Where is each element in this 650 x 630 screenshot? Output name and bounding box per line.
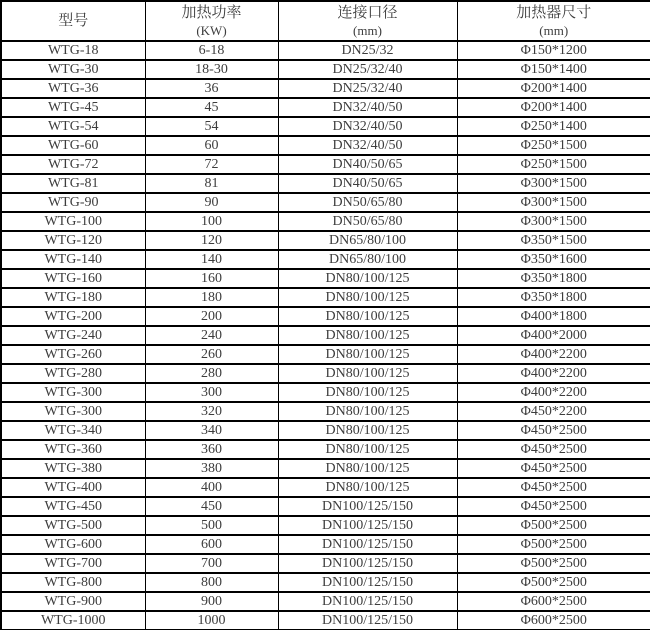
column-header-unit: (mm)	[539, 23, 569, 38]
header-row	[1, 1, 650, 41]
table-cell: WTG-280	[1, 364, 145, 383]
table-cell: 600	[145, 535, 278, 554]
table-cell: DN32/40/50	[278, 136, 457, 155]
table-cell: Φ300*1500	[457, 193, 650, 212]
table-cell: Φ450*2500	[457, 440, 650, 459]
table-cell: WTG-36	[1, 79, 145, 98]
table-row	[1, 497, 650, 516]
table-row	[1, 478, 650, 497]
table-row	[1, 326, 650, 345]
table-cell: 320	[145, 402, 278, 421]
table-row	[1, 421, 650, 440]
table-cell: WTG-450	[1, 497, 145, 516]
table-cell: Φ400*1800	[457, 307, 650, 326]
table-row	[1, 98, 650, 117]
table-cell: DN80/100/125	[278, 269, 457, 288]
table-cell: 400	[145, 478, 278, 497]
table-cell: WTG-45	[1, 98, 145, 117]
table-cell: 160	[145, 269, 278, 288]
table-cell: Φ500*2500	[457, 554, 650, 573]
table-row	[1, 117, 650, 136]
table-cell: Φ250*1500	[457, 155, 650, 174]
table-cell: DN80/100/125	[278, 364, 457, 383]
table-cell: DN100/125/150	[278, 516, 457, 535]
table-row	[1, 402, 650, 421]
table-cell: WTG-700	[1, 554, 145, 573]
table-cell: WTG-72	[1, 155, 145, 174]
table-cell: Φ500*2500	[457, 516, 650, 535]
table-cell: Φ250*1400	[457, 117, 650, 136]
column-header	[1, 1, 145, 41]
table-cell: Φ300*1500	[457, 174, 650, 193]
table-cell: WTG-100	[1, 212, 145, 231]
table-cell: Φ500*2500	[457, 535, 650, 554]
table-cell: DN40/50/65	[278, 155, 457, 174]
table-cell: Φ350*1800	[457, 288, 650, 307]
table-cell: Φ450*2500	[457, 459, 650, 478]
column-header-title: 加热器尺寸	[516, 5, 592, 21]
table-cell: WTG-160	[1, 269, 145, 288]
table-cell: Φ250*1500	[457, 136, 650, 155]
table-cell: DN80/100/125	[278, 383, 457, 402]
table-cell: 6-18	[145, 41, 278, 60]
table-cell: 72	[145, 155, 278, 174]
table-cell: WTG-180	[1, 288, 145, 307]
table-cell: DN25/32	[278, 41, 457, 60]
table-cell: DN65/80/100	[278, 250, 457, 269]
table-cell: 180	[145, 288, 278, 307]
table-cell: WTG-400	[1, 478, 145, 497]
table-row	[1, 440, 650, 459]
table-cell: WTG-81	[1, 174, 145, 193]
table-row	[1, 307, 650, 326]
table-cell: DN80/100/125	[278, 478, 457, 497]
table-cell: DN80/100/125	[278, 326, 457, 345]
table-cell: 200	[145, 307, 278, 326]
table-cell: Φ400*2200	[457, 345, 650, 364]
table-cell: Φ350*1600	[457, 250, 650, 269]
table-cell: DN32/40/50	[278, 117, 457, 136]
table-cell: WTG-500	[1, 516, 145, 535]
table-cell: DN80/100/125	[278, 402, 457, 421]
table-cell: Φ200*1400	[457, 79, 650, 98]
table-cell: DN100/125/150	[278, 611, 457, 630]
table-row	[1, 269, 650, 288]
table-row	[1, 345, 650, 364]
table-cell: WTG-800	[1, 573, 145, 592]
table-cell: Φ450*2500	[457, 421, 650, 440]
table-cell: Φ200*1400	[457, 98, 650, 117]
table-cell: WTG-140	[1, 250, 145, 269]
table-cell: WTG-1000	[1, 611, 145, 630]
table-row	[1, 364, 650, 383]
table-row	[1, 155, 650, 174]
table-cell: WTG-240	[1, 326, 145, 345]
table-cell: DN100/125/150	[278, 592, 457, 611]
table-cell: 90	[145, 193, 278, 212]
table-cell: 36	[145, 79, 278, 98]
table-row	[1, 250, 650, 269]
table-cell: DN40/50/65	[278, 174, 457, 193]
table-cell: 240	[145, 326, 278, 345]
table-cell: 1000	[145, 611, 278, 630]
column-header-title: 型号	[58, 12, 89, 29]
column-header	[145, 1, 278, 41]
table-cell: Φ600*2500	[457, 592, 650, 611]
table-cell: WTG-360	[1, 440, 145, 459]
table-row	[1, 459, 650, 478]
table-row	[1, 573, 650, 592]
table-cell: WTG-200	[1, 307, 145, 326]
table-cell: DN80/100/125	[278, 459, 457, 478]
table-cell: 18-30	[145, 60, 278, 79]
table-cell: Φ350*1500	[457, 231, 650, 250]
table-cell: DN80/100/125	[278, 345, 457, 364]
table-cell: WTG-54	[1, 117, 145, 136]
table-cell: 280	[145, 364, 278, 383]
table-cell: DN50/65/80	[278, 193, 457, 212]
table-row	[1, 174, 650, 193]
table-row	[1, 535, 650, 554]
table-cell: WTG-30	[1, 60, 145, 79]
table-cell: WTG-340	[1, 421, 145, 440]
table-cell: DN100/125/150	[278, 535, 457, 554]
table-cell: DN100/125/150	[278, 573, 457, 592]
table-cell: DN100/125/150	[278, 554, 457, 573]
table-row	[1, 41, 650, 60]
table-cell: WTG-60	[1, 136, 145, 155]
table-row	[1, 136, 650, 155]
table-cell: Φ450*2500	[457, 497, 650, 516]
table-cell: WTG-120	[1, 231, 145, 250]
table-cell: WTG-260	[1, 345, 145, 364]
table-cell: WTG-300	[1, 383, 145, 402]
table-cell: 360	[145, 440, 278, 459]
table-cell: DN65/80/100	[278, 231, 457, 250]
table-cell: WTG-18	[1, 41, 145, 60]
table-row	[1, 212, 650, 231]
table-cell: DN50/65/80	[278, 212, 457, 231]
column-header	[457, 1, 650, 41]
table-cell: Φ450*2500	[457, 478, 650, 497]
table-row	[1, 592, 650, 611]
table-cell: DN25/32/40	[278, 60, 457, 79]
table-cell: WTG-380	[1, 459, 145, 478]
table-cell: Φ400*2200	[457, 383, 650, 402]
table-cell: 45	[145, 98, 278, 117]
table-cell: 700	[145, 554, 278, 573]
table-body	[1, 41, 650, 630]
column-header-title: 加热功率	[181, 5, 242, 21]
column-header-unit: (mm)	[353, 23, 382, 38]
table-cell: DN80/100/125	[278, 421, 457, 440]
table-cell: DN100/125/150	[278, 497, 457, 516]
table-cell: Φ400*2200	[457, 364, 650, 383]
table-cell: WTG-300	[1, 402, 145, 421]
table-cell: 140	[145, 250, 278, 269]
table-cell: DN80/100/125	[278, 307, 457, 326]
table-row	[1, 79, 650, 98]
table-row	[1, 231, 650, 250]
table-cell: DN80/100/125	[278, 440, 457, 459]
table-cell: 900	[145, 592, 278, 611]
table-cell: Φ450*2200	[457, 402, 650, 421]
table-cell: WTG-90	[1, 193, 145, 212]
table-cell: WTG-900	[1, 592, 145, 611]
table-row	[1, 193, 650, 212]
table-row	[1, 516, 650, 535]
table-cell: Φ150*1200	[457, 41, 650, 60]
table-cell: 800	[145, 573, 278, 592]
table-cell: 300	[145, 383, 278, 402]
table-cell: Φ350*1800	[457, 269, 650, 288]
column-header-unit: (KW)	[196, 23, 227, 38]
table-row	[1, 383, 650, 402]
table-cell: Φ500*2500	[457, 573, 650, 592]
table-cell: DN32/40/50	[278, 98, 457, 117]
table-cell: 450	[145, 497, 278, 516]
table-row	[1, 611, 650, 630]
column-header	[278, 1, 457, 41]
table-cell: DN80/100/125	[278, 288, 457, 307]
table-cell: 54	[145, 117, 278, 136]
table-cell: 260	[145, 345, 278, 364]
table-cell: 60	[145, 136, 278, 155]
table-cell: DN25/32/40	[278, 79, 457, 98]
table-cell: Φ150*1400	[457, 60, 650, 79]
table-cell: Φ400*2000	[457, 326, 650, 345]
table-cell: 81	[145, 174, 278, 193]
table-cell: 100	[145, 212, 278, 231]
table-row	[1, 554, 650, 573]
table-cell: 120	[145, 231, 278, 250]
table-cell: 500	[145, 516, 278, 535]
table-row	[1, 288, 650, 307]
table-row	[1, 60, 650, 79]
table-cell: Φ600*2500	[457, 611, 650, 630]
table-cell: Φ300*1500	[457, 212, 650, 231]
column-header-title: 连接口径	[337, 5, 398, 21]
table-cell: 380	[145, 459, 278, 478]
table-cell: WTG-600	[1, 535, 145, 554]
table-cell: 340	[145, 421, 278, 440]
